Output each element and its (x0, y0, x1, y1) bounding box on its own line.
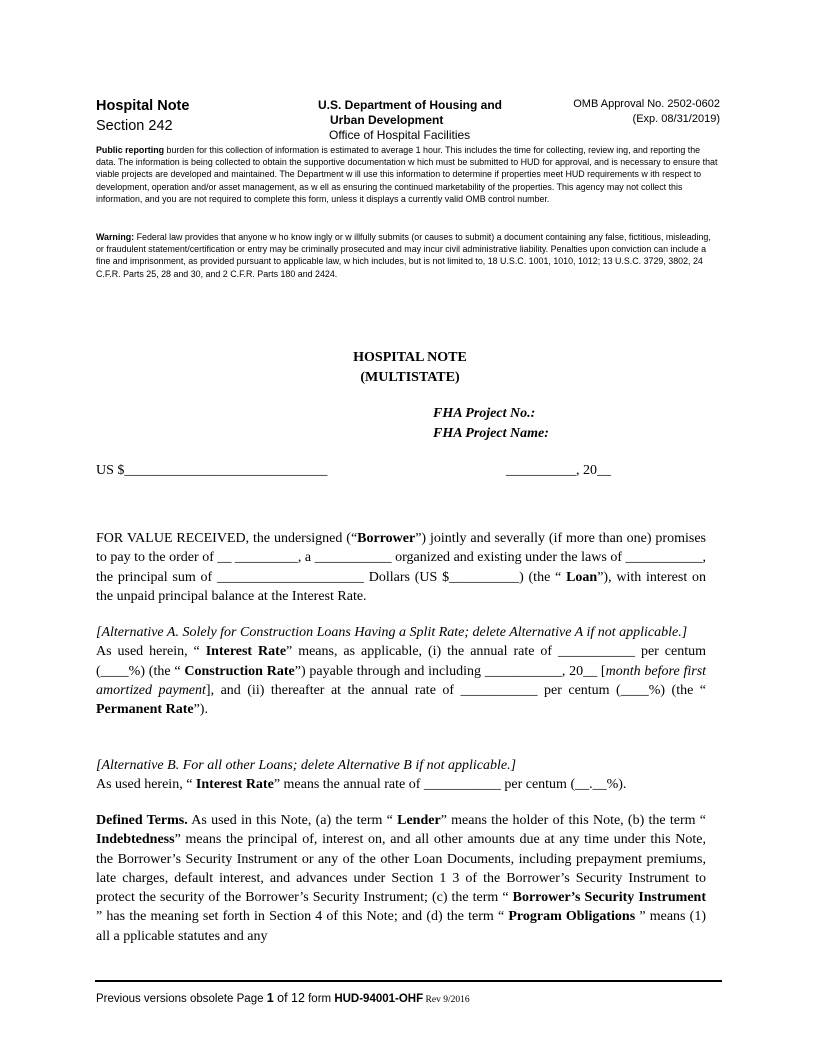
footer-text: Previous versions obsolete Page (96, 993, 267, 1005)
warning-notice (96, 231, 720, 280)
document-title-line-1: HOSPITAL NOTE (353, 350, 467, 365)
defined-terms-paragraph (96, 811, 706, 946)
public-reporting-text: burden for this collection of information is estimated to average 1 hour. This includes the time for collecting, review ing, and reporting the data. The information is being collected to obtain the supportive documentation w hich must be submitted to HUD for approval, and is necessary to ensure that viable projects are developed and maintained. The Department w ill use this information to determine if properties meet HUD requirements w ith respect to development, operation and/or asset management, as w ell as ensuring the continued marketability of the properties. This agency may not collect this information, and you are not required to complete this form, unless it displays a currently valid OMB control number. (96, 145, 718, 204)
text-run: FOR VALUE RECEIVED, the undersigned (“ (96, 531, 358, 546)
document-title-line-2: (MULTISTATE) (360, 370, 460, 385)
term-construction-rate: Construction Rate (184, 663, 295, 679)
document-title (260, 348, 560, 388)
term-lender: Lender (397, 813, 441, 828)
footer-divider (95, 980, 722, 982)
term-interest-rate: Interest Rate (205, 644, 287, 660)
alternative-b-heading: [Alternative B. For all other Loans; delete Alternative B if not applicable.] (96, 758, 517, 773)
fha-project-name-label: FHA Project Name: (433, 426, 549, 441)
form-title: Hospital Note (96, 98, 190, 114)
text-run: ” means, as applicable, (i) the annual rate of ___________ per centum (____%) (the “ (96, 644, 706, 679)
department-line-1: U.S. Department of Housing and (318, 98, 503, 112)
form-number: HUD-94001-OHF (334, 993, 424, 1005)
text-run: ”) jointly and severally (if more than one) promises to pay to the order of __ _________, a ___________ organized and existing under the laws of ___________, the principal sum of _____________________ Dollars (US $__________) (the “ (96, 531, 706, 585)
footer-text: form (304, 993, 335, 1005)
page-total: 12 (291, 991, 305, 1005)
text-run: ” means the holder of this Note, (b) the term “ (440, 813, 707, 828)
term-program-obligations: Program Obligations (508, 909, 636, 925)
text-run: ” means the annual rate of ___________ per centum (__.__%). (273, 777, 627, 793)
department-name (318, 98, 502, 128)
omb-block (520, 97, 720, 127)
term-permanent-rate: Permanent Rate (96, 702, 194, 718)
text-run: As used in this Note, (a) the term “ (187, 813, 398, 828)
month-placeholder: month before first amortized payment (96, 663, 707, 698)
text-run: As used herein, “ (96, 644, 206, 660)
text-run: ” means the principal of, interest on, and all other amounts due at any time under this Note, the Borrower’s Security Instrument or any of the other Loan Documents, including prepayment premiums, late charges, default interest, and advances under Section 1 3 of the Borrower’s Security Instrument to protect the security of the Borrower’s Security Instrument; (c) the term “ (96, 832, 706, 906)
term-interest-rate: Interest Rate (195, 777, 274, 793)
alternative-b-paragraph (96, 756, 706, 795)
term-indebtedness: Indebtedness (96, 832, 175, 848)
date-line: __________, 20__ (506, 463, 611, 478)
text-run: As used herein, “ (96, 777, 196, 793)
text-run: ”), with interest on the unpaid principal balance at the Interest Rate. (96, 569, 706, 604)
text-run: ], and (ii) thereafter at the annual rate of ___________ per centum (____%) (the “ (205, 682, 706, 698)
alternative-a-paragraph (96, 623, 706, 719)
fha-project-no-label: FHA Project No.: (433, 406, 536, 421)
principal-amount-line: US $_____________________________ (96, 463, 328, 478)
public-reporting-label: Public reporting (96, 145, 165, 155)
warning-label: Warning: (96, 232, 135, 242)
text-run: ” means (1) all a pplicable statutes and any (96, 909, 706, 944)
text-run: ”) payable through and including ___________, 20__ [ (294, 663, 606, 679)
public-reporting-notice (96, 144, 720, 205)
term-borrowers-security-instrument: Borrower’s Security Instrument (512, 890, 706, 906)
for-value-received-paragraph (96, 529, 706, 606)
text-run: ” has the meaning set forth in Section 4 of this Note; and (d) the term “ (96, 909, 509, 925)
term-borrower: Borrower (357, 531, 416, 546)
footer-text: of (273, 991, 292, 1005)
office-name: Office of Hospital Facilities (329, 128, 471, 142)
alternative-a-heading: [Alternative A. Solely for Construction Loans Having a Split Rate; delete Alternative A if not applicable.] (96, 625, 688, 640)
revision-date: Rev 9/2016 (423, 995, 470, 1005)
text-run: ”). (193, 702, 208, 718)
fha-project-block (433, 404, 549, 444)
section-number: Section 242 (96, 118, 173, 134)
department-line-2: Urban Development (330, 113, 444, 127)
page-footer (96, 991, 470, 1005)
page-number: 1 (266, 991, 274, 1005)
omb-approval-number: OMB Approval No. 2502-0602 (573, 98, 720, 110)
defined-terms-heading: Defined Terms. (96, 813, 188, 828)
omb-expiration: (Exp. 08/31/2019) (632, 113, 720, 125)
warning-text: Federal law provides that anyone w ho know ingly or w illfully submits (or causes to submit) a document containing any false, fictitious, misleading, or fraudulent statement/certification or entry may be criminally prosecuted and may incur civil administrative liability. Penalties upon conviction can include a fine and imprisonment, as provided pursuant to applicable law, w hich includes, but is not limited to, 18 U.S.C. 1001, 1010, 1012; 13 U.S.C. 3729, 3802, 24 C.F.R. Parts 25, 28 and 30, and 2 C.F.R. Parts 180 and 2424. (96, 232, 711, 279)
term-loan: Loan (566, 569, 598, 585)
